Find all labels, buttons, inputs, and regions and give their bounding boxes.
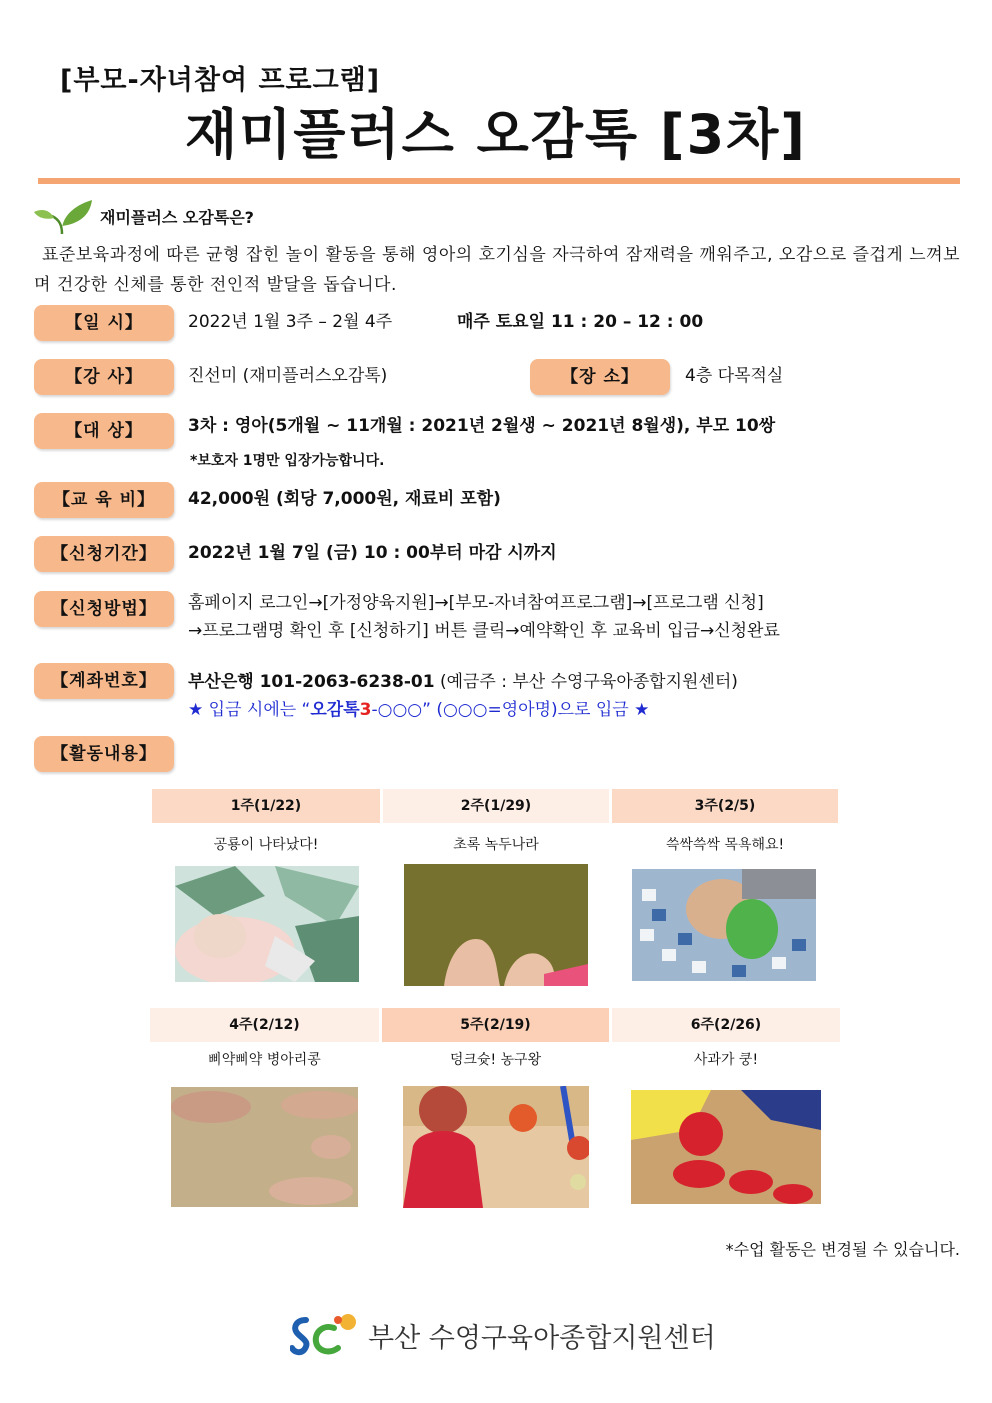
- schedule-dates: 2022년 1월 3주 – 2월 4주: [188, 312, 393, 332]
- deposit-prefix: ★ 입금 시에는 “: [188, 700, 311, 720]
- account-line: [188, 668, 738, 696]
- activities-label: 【활동내용】: [34, 736, 174, 772]
- week-6-photo: [631, 1090, 821, 1204]
- account-holder: (예금주 : 부산 수영구육아종합지원센터): [439, 672, 738, 692]
- deposit-code: 오감톡: [310, 700, 360, 720]
- deposit-suffix: -○○○” (○○○=영아명)으로 입금 ★: [371, 700, 650, 720]
- deposit-instruction: [188, 696, 649, 724]
- week-4-header: 4주(2/12): [150, 1008, 379, 1042]
- place-label: 【장 소】: [530, 359, 670, 395]
- target-note: *보호자 1명만 입장가능합니다.: [190, 453, 385, 469]
- week-1-photo: [175, 866, 359, 982]
- week-3-photo: [632, 869, 816, 981]
- week-5-caption: 덩크슛! 농구왕: [449, 1052, 542, 1068]
- schedule-label: 【일 시】: [34, 305, 174, 341]
- place-value: 4층 다목적실: [685, 366, 784, 386]
- footnote: *수업 활동은 변경될 수 있습니다.: [725, 1240, 960, 1259]
- instructor-label: 【강 사】: [34, 359, 174, 395]
- week-2-caption: 초록 녹두나라: [453, 837, 539, 853]
- organization-name: 부산 수영구육아종합지원센터: [368, 1323, 716, 1354]
- method-line-2: →프로그램명 확인 후 [신청하기] 버튼 클릭→예약확인 후 교육비 입금→신청완료: [188, 621, 780, 641]
- week-4-photo: [171, 1087, 358, 1207]
- page-title: 재미플러스 오감톡 [3차]: [184, 103, 807, 166]
- intro-heading: 재미플러스 오감톡은?: [100, 208, 254, 227]
- fee-value: 42,000원 (회당 7,000원, 재료비 포함): [188, 489, 501, 509]
- target-value: 3차 : 영아(5개월 ~ 11개월 : 2021년 2월생 ~ 2021년 8월생), 부모 10쌍: [188, 416, 776, 436]
- week-1-header: 1주(1/22): [152, 789, 380, 823]
- week-2-photo: [404, 864, 588, 986]
- week-5-photo: [403, 1086, 589, 1208]
- week-4-caption: 삐약삐약 병아리콩: [208, 1052, 321, 1068]
- title-divider: [38, 178, 960, 184]
- account-label: 【계좌번호】: [34, 663, 174, 699]
- week-1-caption: 공룡이 나타났다!: [213, 837, 319, 853]
- instructor-value: 진선미 (재미플러스오감톡): [188, 366, 388, 386]
- week-3-caption: 쓱싹쓱싹 목욕해요!: [665, 837, 785, 853]
- intro-description: 표준보육과정에 따른 균형 잡힌 놀이 활동을 통해 영아의 호기심을 자극하여 잠재력을 깨워주고, 오감으로 즐겁게 느껴보며 건강한 신체를 통한 전인적 발달을 돕습니다.: [34, 245, 960, 295]
- week-5-header: 5주(2/19): [382, 1008, 609, 1042]
- period-label: 【신청기간】: [34, 536, 174, 572]
- week-6-caption: 사과가 쿵!: [693, 1052, 759, 1068]
- week-3-header: 3주(2/5): [612, 789, 838, 823]
- program-category: [부모-자녀참여 프로그램]: [60, 65, 381, 96]
- week-2-header: 2주(1/29): [383, 789, 609, 823]
- fee-label: 【교 육 비】: [34, 482, 174, 518]
- center-logo-icon: [290, 1312, 362, 1358]
- target-label: 【대 상】: [34, 413, 174, 449]
- schedule-time: 매주 토요일 11 : 20 – 12 : 00: [457, 312, 704, 332]
- account-number: 부산은행 101-2063-6238-01: [188, 672, 435, 692]
- method-label: 【신청방법】: [34, 591, 174, 627]
- week-6-header: 6주(2/26): [612, 1008, 840, 1042]
- sprout-icon: [32, 196, 94, 236]
- method-line-1: 홈페이지 로그인→[가정양육지원]→[부모-자녀참여프로그램]→[프로그램 신청]: [188, 593, 764, 613]
- period-value: 2022년 1월 7일 (금) 10 : 00부터 마감 시까지: [188, 543, 557, 563]
- deposit-session: 3: [359, 700, 372, 720]
